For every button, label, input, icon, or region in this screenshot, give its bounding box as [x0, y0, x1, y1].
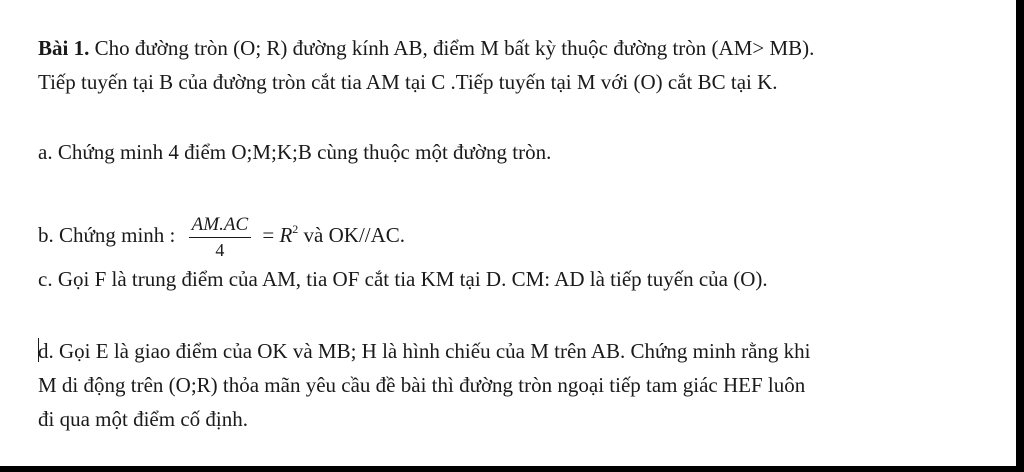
part-d-line-2: M di động trên (O;R) thỏa mãn yêu cầu đề bài thì đường tròn ngoại tiếp tam giác HEF luôn	[38, 373, 806, 397]
part-a: a. Chứng minh 4 điểm O;M;K;B cùng thuộc một đường tròn.	[38, 140, 552, 164]
problem-title: Bài 1.	[38, 36, 90, 60]
part-d-line-1	[38, 334, 811, 368]
fraction	[189, 213, 251, 262]
problem-text-1: Cho đường tròn (O; R) đường kính AB, điểm M bất kỳ thuộc đường tròn (AM> MB).	[89, 36, 815, 60]
radius-exponent: 2	[292, 222, 299, 236]
problem-statement-line-1	[38, 31, 814, 65]
part-d-text-1: d. Gọi E là giao điểm của OK và MB; H là hình chiếu của M trên AB. Chứng minh rằng khi	[38, 339, 811, 363]
part-b	[38, 200, 405, 264]
part-d-line-3: đi qua một điểm cố định.	[38, 407, 248, 431]
radius-symbol: R	[279, 223, 293, 247]
part-c: c. Gọi F là trung điểm của AM, tia OF cắt tia KM tại D. CM: AD là tiếp tuyến của (O).	[38, 267, 768, 291]
fraction-numerator: AM.AC	[189, 213, 251, 238]
part-b-prefix: b. Chứng minh :	[38, 223, 176, 247]
equals-sign: =	[262, 223, 275, 247]
part-b-suffix: và OK//AC.	[303, 223, 406, 247]
fraction-denominator: 4	[215, 239, 225, 260]
problem-statement-line-2: Tiếp tuyến tại B của đường tròn cắt tia AM tại C .Tiếp tuyến tại M với (O) cắt BC tại K.	[38, 70, 778, 94]
